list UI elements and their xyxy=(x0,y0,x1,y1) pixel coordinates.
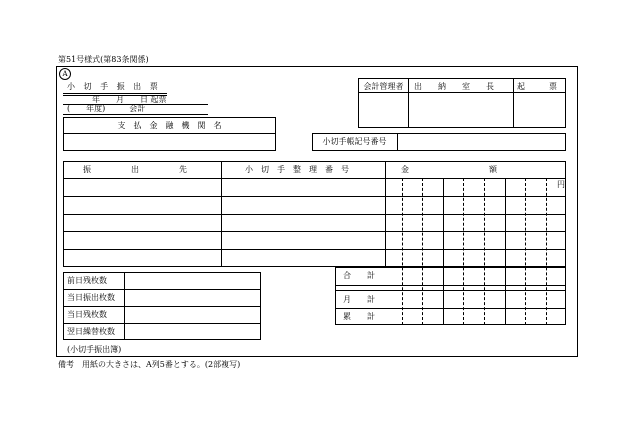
count-prev-day: 前日残枚数 xyxy=(67,276,107,285)
circle-a-mark: A xyxy=(59,68,71,80)
footnote: 備考 用紙の大きさは、A列5番とする。(2部複写) xyxy=(58,360,241,369)
count-carried-next: 翌日繰替枚数 xyxy=(67,327,115,336)
count-remaining-today: 当日残枚数 xyxy=(67,310,107,319)
slip-year-line: ( 年度) 会計 xyxy=(67,104,146,113)
header-payee: 振 出 先 xyxy=(83,165,187,174)
header-amount: 金 額 xyxy=(401,165,497,174)
month-total-label: 月 計 xyxy=(343,295,375,304)
cumulative-label: 累 計 xyxy=(343,312,375,321)
total-label: 合 計 xyxy=(343,271,375,280)
ledger-note: (小切手振出簿) xyxy=(67,345,122,354)
bank-label: 支 払 金 融 機 関 名 xyxy=(117,121,222,130)
slip-date-line: 年 月 日 起票 xyxy=(92,95,167,104)
slip-title: 小 切 手 振 出 票 xyxy=(67,82,161,91)
form-title: 第51号様式(第83条関係) xyxy=(58,55,149,64)
approval-header-office-chief: 出 納 室 長 xyxy=(414,82,494,91)
approval-header-treasurer: 会計管理者 xyxy=(363,82,404,91)
book-number-label: 小切手帳記号番号 xyxy=(322,137,387,146)
header-check-number: 小 切 手 整 理 番 号 xyxy=(245,165,349,174)
yen-unit: 円 xyxy=(557,180,565,189)
approval-header-drafter: 起 票 xyxy=(517,82,557,91)
count-issued-today: 当日振出枚数 xyxy=(67,293,115,302)
